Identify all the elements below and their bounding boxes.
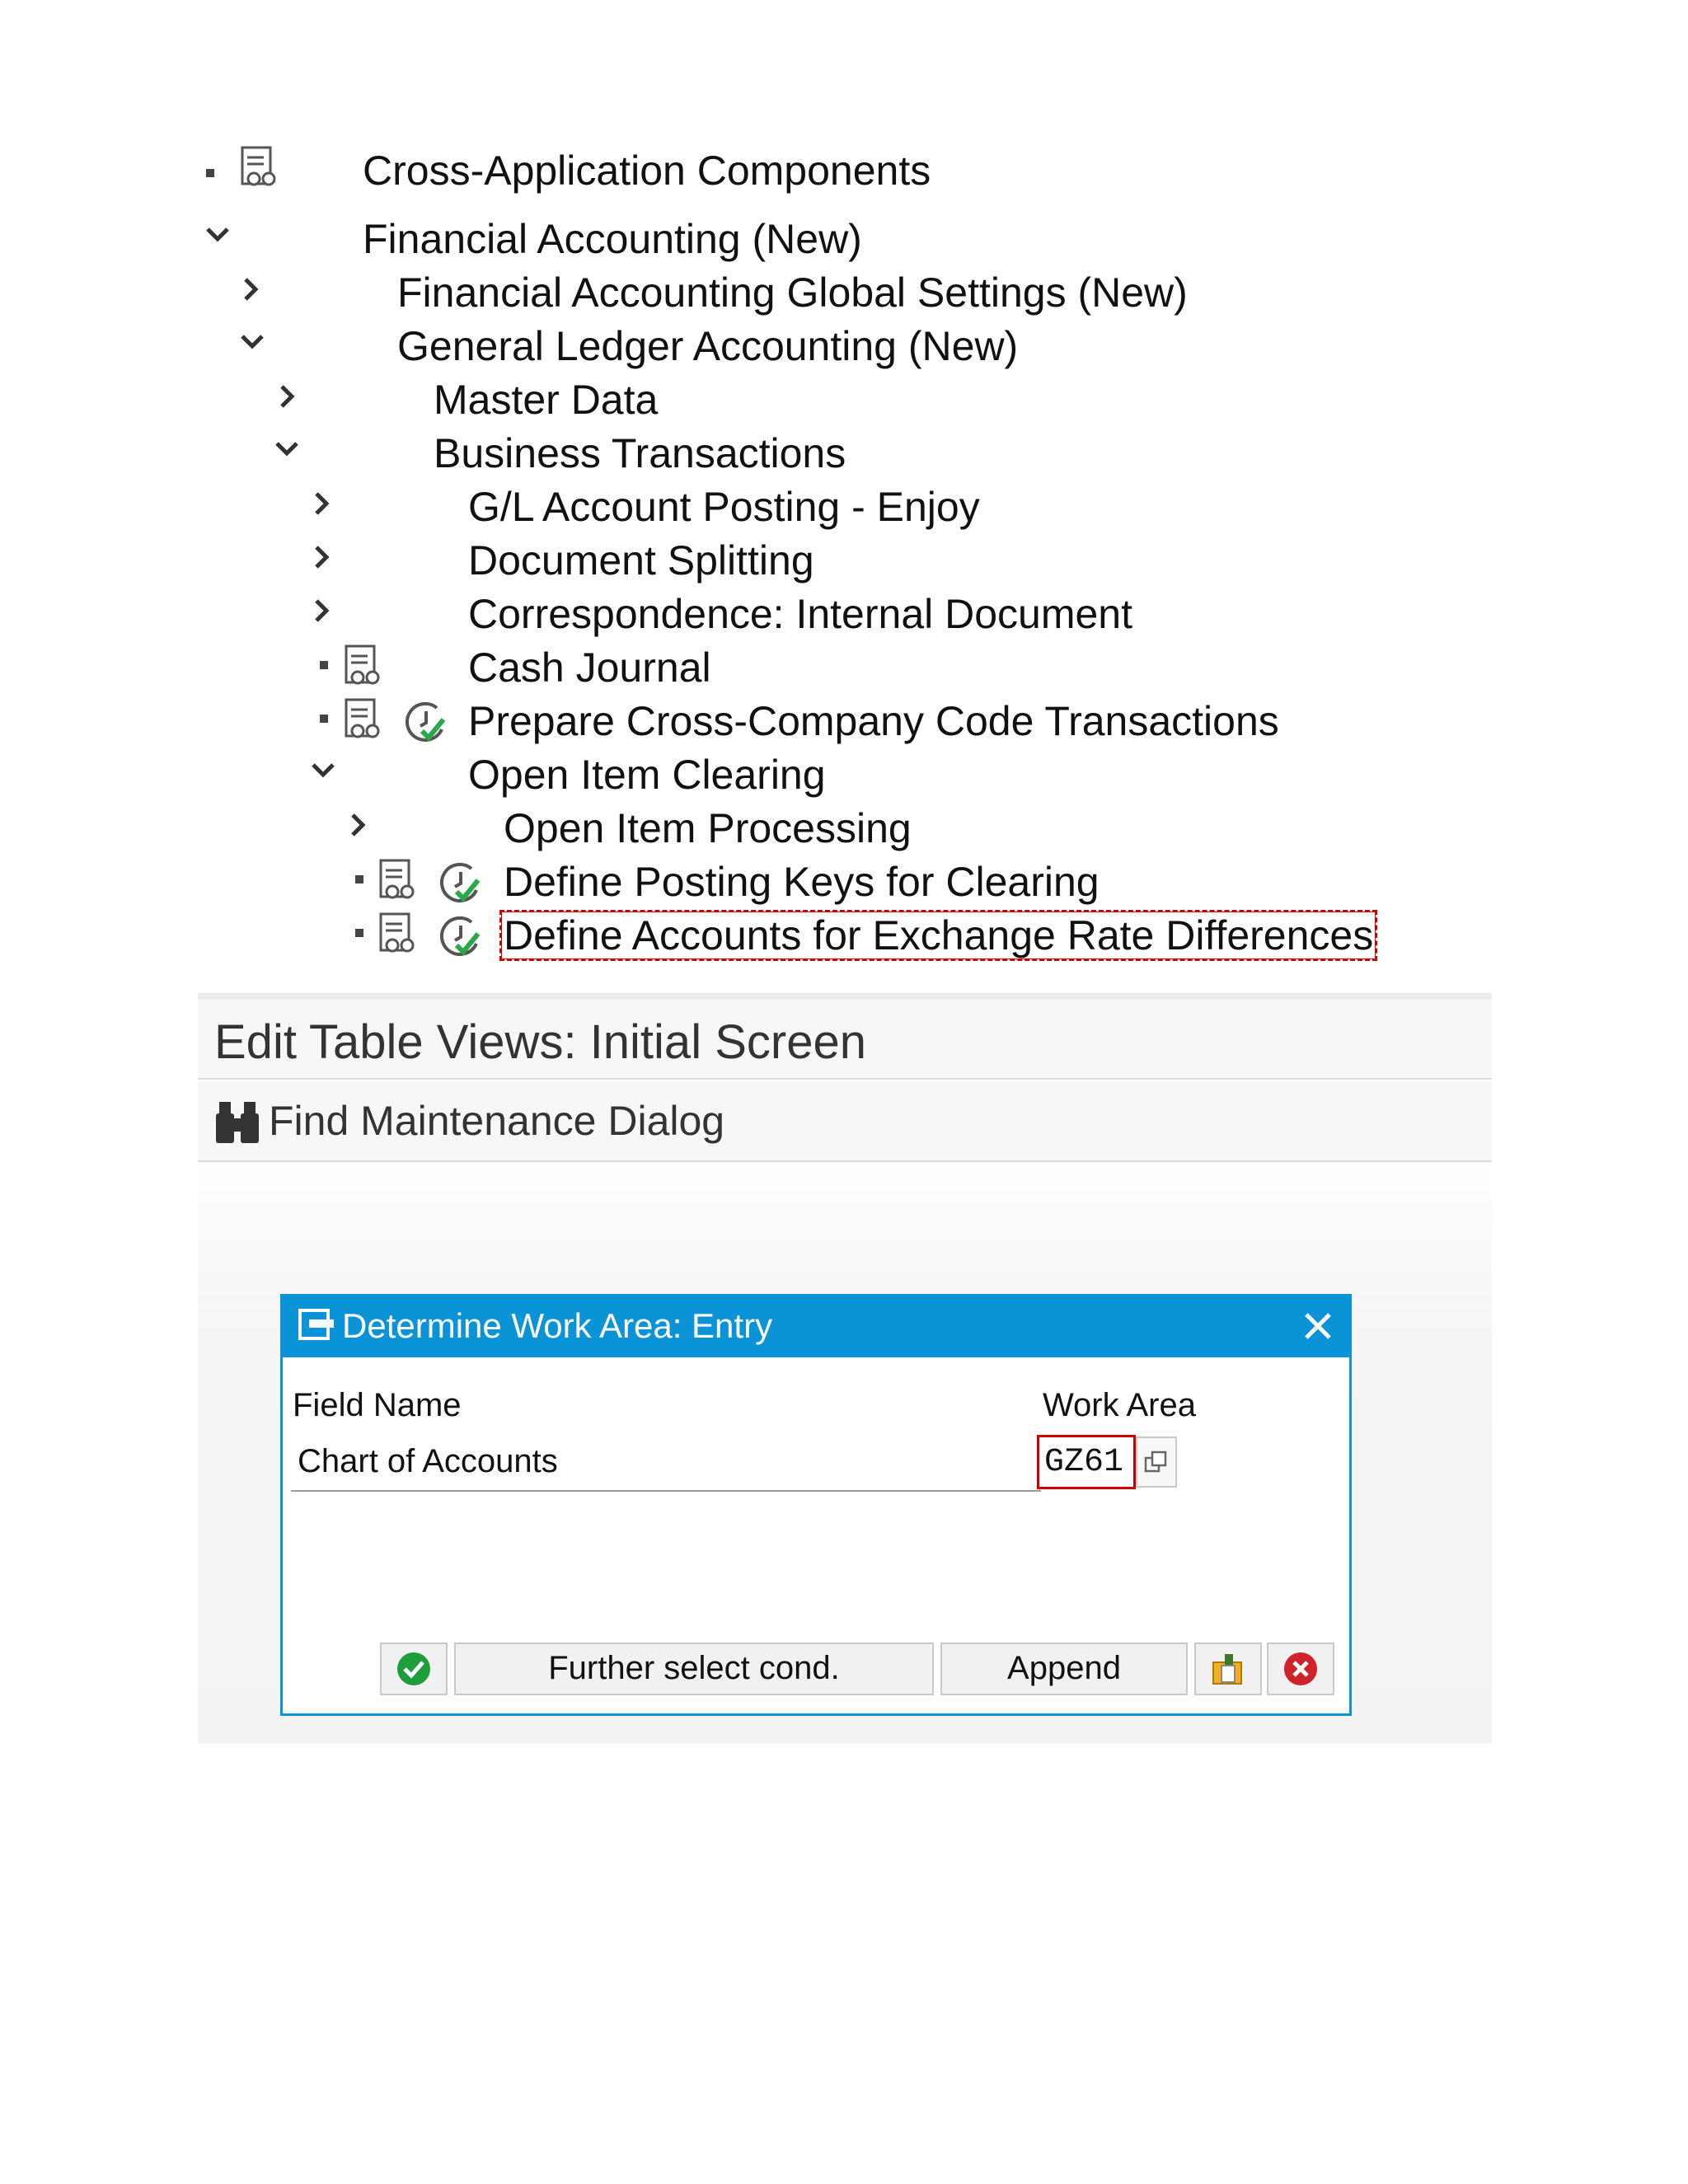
tree-bullet-icon	[355, 929, 363, 937]
tree-node-business-transactions[interactable]	[198, 427, 1269, 480]
chevron-down-icon[interactable]	[307, 755, 340, 788]
tree-bullet-icon	[320, 715, 328, 723]
document-glasses-icon[interactable]	[377, 912, 419, 955]
document-glasses-icon[interactable]	[343, 644, 384, 687]
determine-work-area-dialog	[280, 1294, 1352, 1716]
row-divider	[291, 1490, 1041, 1492]
tree-node-define-accounts-exchange-rate[interactable]	[198, 909, 1418, 962]
tree-node-document-splitting[interactable]	[198, 534, 1269, 587]
tree-node-label-selected: Define Accounts for Exchange Rate Differences	[504, 912, 1374, 958]
tree-node-label: Document Splitting	[468, 537, 814, 583]
tree-bullet-icon	[355, 875, 363, 883]
value-help-button[interactable]	[1136, 1436, 1177, 1488]
tree-node-prepare-cross-company[interactable]	[198, 695, 1352, 748]
chevron-right-icon[interactable]	[270, 380, 303, 413]
append-button[interactable]: Append	[940, 1643, 1188, 1695]
tree-node-gl-account-posting[interactable]	[198, 480, 1269, 533]
clock-check-icon[interactable]	[438, 860, 483, 905]
tree-bullet-icon	[320, 661, 328, 669]
tree-bullet-icon	[206, 169, 214, 177]
chevron-right-icon[interactable]	[341, 808, 374, 841]
dialog-title: Determine Work Area: Entry	[342, 1306, 773, 1345]
tree-node-open-item-processing[interactable]	[198, 802, 1269, 855]
page-title: Edit Table Views: Initial Screen	[214, 1015, 866, 1069]
value-help-icon	[1144, 1450, 1169, 1474]
find-maintenance-dialog-label: Find Maintenance Dialog	[269, 1098, 725, 1144]
find-maintenance-dialog-button[interactable]	[214, 1096, 724, 1146]
application-toolbar	[198, 1081, 1492, 1162]
red-cancel-icon	[1282, 1651, 1319, 1687]
tree-node-label: Prepare Cross-Company Code Transactions	[468, 698, 1279, 744]
chevron-right-icon[interactable]	[234, 273, 267, 306]
tree-node-label: Correspondence: Internal Document	[468, 591, 1133, 637]
tree-node-label: Cash Journal	[468, 644, 711, 691]
work-area-input[interactable]	[1037, 1435, 1136, 1489]
tree-node-open-item-clearing[interactable]	[198, 748, 1269, 801]
dialog-entry-icon	[298, 1308, 335, 1343]
column-header-field-name: Field Name	[293, 1387, 462, 1423]
column-header-work-area: Work Area	[1043, 1387, 1196, 1423]
tree-node-label: General Ledger Accounting (New)	[397, 323, 1019, 369]
cancel-button[interactable]	[1267, 1643, 1334, 1695]
tree-node-label: Open Item Clearing	[468, 752, 826, 798]
tree-node-master-data[interactable]	[198, 373, 1269, 426]
tree-node-correspondence[interactable]	[198, 588, 1269, 640]
tree-node-label: Financial Accounting Global Settings (New)	[397, 269, 1188, 316]
tree-node-label: Financial Accounting (New)	[363, 216, 862, 262]
tree-node-label: Cross-Application Components	[363, 148, 931, 194]
tree-node-fa-global-settings[interactable]	[198, 266, 1269, 319]
chart-of-accounts-label: Chart of Accounts	[298, 1443, 558, 1479]
tree-node-label: Define Posting Keys for Clearing	[504, 859, 1100, 905]
close-icon[interactable]	[1300, 1308, 1336, 1344]
chevron-down-icon[interactable]	[270, 434, 303, 466]
tree-node-financial-accounting-new[interactable]	[198, 213, 940, 265]
screen-title-bar	[198, 993, 1492, 1080]
binoculars-icon	[214, 1097, 260, 1145]
other-entries-button[interactable]	[1194, 1643, 1262, 1695]
tree-node-gl-accounting-new[interactable]	[198, 320, 1269, 373]
document-glasses-icon	[239, 146, 280, 189]
img-tree	[198, 148, 1418, 981]
dialog-header[interactable]	[283, 1296, 1349, 1357]
tree-node-label: G/L Account Posting - Enjoy	[468, 484, 980, 530]
tree-node-cross-application[interactable]	[198, 144, 1104, 197]
further-select-cond-button[interactable]: Further select cond.	[454, 1643, 934, 1695]
document-glasses-icon[interactable]	[343, 698, 384, 741]
chevron-right-icon[interactable]	[305, 594, 338, 627]
tree-node-label: Business Transactions	[434, 430, 846, 476]
tree-node-define-posting-keys[interactable]	[198, 855, 1352, 908]
green-check-icon	[396, 1651, 432, 1687]
chevron-right-icon[interactable]	[305, 487, 338, 520]
clock-check-icon[interactable]	[404, 700, 448, 744]
chevron-right-icon[interactable]	[305, 541, 338, 574]
chevron-down-icon[interactable]	[236, 326, 269, 359]
document-glasses-icon[interactable]	[377, 859, 419, 902]
ok-button[interactable]	[380, 1643, 448, 1695]
tree-node-label: Open Item Processing	[504, 805, 912, 851]
clock-check-icon[interactable]	[438, 914, 483, 958]
folder-key-icon	[1210, 1651, 1246, 1687]
tree-node-label: Master Data	[434, 377, 659, 423]
tree-node-cash-journal[interactable]	[198, 641, 1269, 694]
chevron-down-icon[interactable]	[201, 219, 234, 252]
